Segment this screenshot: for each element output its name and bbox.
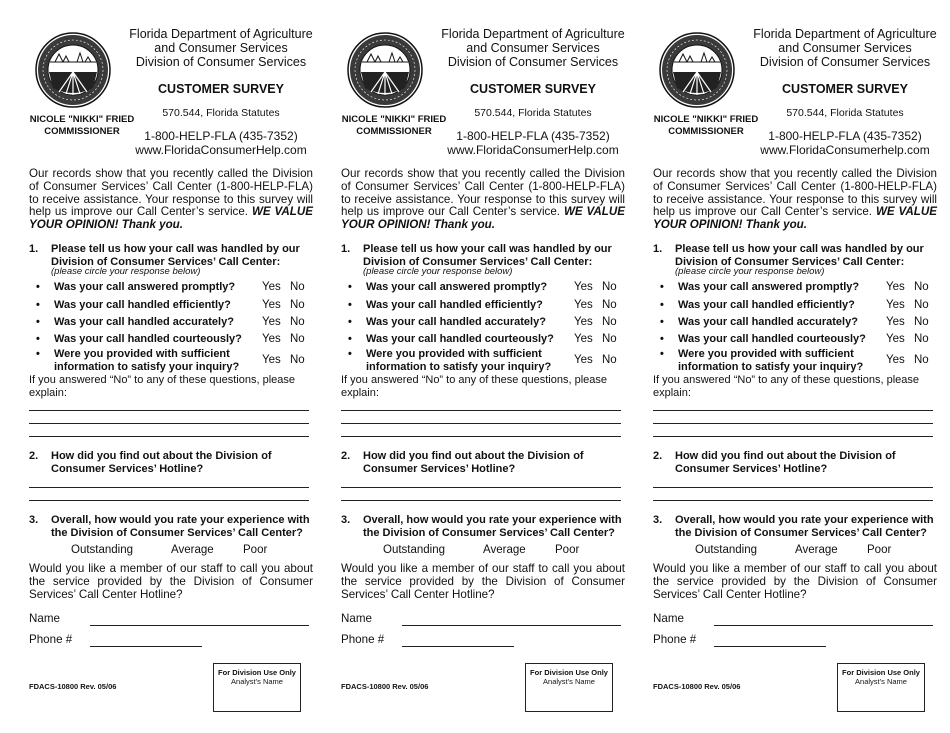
question-2-text: How did you find out about the Division of Consumer Services’ Hotline?: [675, 450, 896, 475]
question-2-number: 2.: [653, 450, 663, 462]
answer-no[interactable]: No: [602, 333, 617, 345]
callback-question: Would you like a member of our staff to call you about the service provided by the Division of Consumer Services’ Call Center Hotline?: [29, 562, 313, 601]
answer-yes[interactable]: Yes: [262, 354, 281, 366]
phone-number: 1-800-HELP-FLA (435-7352): [768, 129, 922, 143]
answer-yes[interactable]: Yes: [574, 333, 593, 345]
explain-line[interactable]: [341, 436, 621, 437]
list-item-question: Was your call handled efficiently?: [366, 299, 543, 311]
name-field[interactable]: [714, 625, 933, 626]
answer-no[interactable]: No: [602, 354, 617, 366]
list-item-question: Were you provided with sufficient information to satisfy your inquiry?: [678, 348, 864, 373]
bullet-dot: •: [36, 348, 40, 360]
bullet-dot: •: [36, 333, 40, 345]
list-item: [653, 348, 937, 376]
list-item-question: Were you provided with sufficient information to satisfy your inquiry?: [54, 348, 240, 373]
division-use-title: For Division Use Only: [530, 668, 608, 677]
list-item-question: Was your call handled accurately?: [366, 316, 546, 328]
commissioner-title: COMMISSIONER: [356, 125, 432, 137]
answer-yes[interactable]: Yes: [574, 354, 593, 366]
rating-outstanding[interactable]: Outstanding: [71, 544, 134, 556]
answer-no[interactable]: No: [914, 281, 929, 293]
intro-text: Our records show that you recently called the Division of Consumer Services’ Call Center (1-800-HELP-FLA) to receive assistance. Your response to this survey will help us improve our Call Center’s service.: [341, 167, 625, 219]
phone-field[interactable]: [90, 646, 202, 647]
phone-label: Phone #: [29, 633, 73, 646]
answer-no[interactable]: No: [914, 333, 929, 345]
list-item-question: Was your call handled courteously?: [54, 333, 242, 345]
answer-yes[interactable]: Yes: [886, 299, 905, 311]
answer-no[interactable]: No: [290, 333, 305, 345]
phone-label: Phone #: [653, 633, 697, 646]
rating-average[interactable]: Average: [795, 544, 838, 556]
list-item: [341, 348, 625, 376]
answer-yes[interactable]: Yes: [574, 299, 593, 311]
survey-title: CUSTOMER SURVEY: [470, 82, 596, 96]
statute-reference: 570.544, Florida Statutes: [474, 107, 592, 119]
name-field[interactable]: [402, 625, 621, 626]
division-use-box: [837, 663, 925, 712]
bullet-dot: •: [660, 348, 664, 360]
agency-line-2: and Consumer Services: [778, 41, 912, 55]
bullet-dot: •: [348, 333, 352, 345]
rating-average[interactable]: Average: [171, 544, 214, 556]
intro-text: Our records show that you recently called the Division of Consumer Services’ Call Center (1-800-HELP-FLA) to receive assistance. Your response to this survey will help us improve our Call Center’s service.: [653, 167, 937, 219]
answer-no[interactable]: No: [914, 354, 929, 366]
list-item-question: Was your call handled accurately?: [54, 316, 234, 328]
phone-number: 1-800-HELP-FLA (435-7352): [456, 129, 610, 143]
website-link: www.FloridaConsumerHelp.com: [447, 142, 619, 157]
explain-prompt: If you answered “No” to any of these questions, please explain:: [29, 374, 295, 399]
answer-line[interactable]: [29, 500, 309, 501]
commissioner-title: COMMISSIONER: [44, 125, 120, 137]
bullet-dot: •: [348, 316, 352, 328]
agency-header: [739, 27, 950, 69]
florida-agriculture-seal-icon: [659, 32, 735, 108]
question-3-text: Overall, how would you rate your experience with the Division of Consumer Services’ Call Center?: [363, 514, 622, 539]
answer-yes[interactable]: Yes: [262, 299, 281, 311]
answer-line[interactable]: [653, 487, 933, 488]
survey-panel: [29, 0, 319, 733]
phone-field[interactable]: [402, 646, 514, 647]
contact-block: [739, 130, 950, 157]
list-item-question: Was your call handled accurately?: [678, 316, 858, 328]
website-link: www.FloridaConsumerHelp.com: [135, 142, 307, 157]
bullet-dot: •: [348, 348, 352, 360]
question-2-text: How did you find out about the Division of Consumer Services’ Hotline?: [51, 450, 272, 475]
florida-agriculture-seal-icon: [35, 32, 111, 108]
name-label: Name: [341, 612, 372, 625]
name-label: Name: [29, 612, 60, 625]
answer-yes[interactable]: Yes: [574, 281, 593, 293]
division-use-title: For Division Use Only: [842, 668, 920, 677]
bullet-dot: •: [348, 281, 352, 293]
question-3-number: 3.: [341, 514, 351, 526]
explain-line[interactable]: [341, 410, 621, 411]
answer-no[interactable]: No: [602, 281, 617, 293]
rating-poor[interactable]: Poor: [867, 544, 892, 556]
contact-block: [427, 130, 639, 157]
answer-no[interactable]: No: [290, 316, 305, 328]
explain-line[interactable]: [653, 410, 933, 411]
name-label: Name: [653, 612, 684, 625]
survey-title: CUSTOMER SURVEY: [158, 82, 284, 96]
answer-yes[interactable]: Yes: [886, 354, 905, 366]
agency-line-3: Division of Consumer Services: [447, 55, 619, 69]
explain-line[interactable]: [341, 423, 621, 424]
agency-line-1: Florida Department of Agriculture: [753, 27, 937, 41]
list-item-question: Was your call handled courteously?: [366, 333, 554, 345]
intro-paragraph: [341, 168, 625, 232]
rating-outstanding[interactable]: Outstanding: [383, 544, 446, 556]
intro-emphasis: WE VALUE YOUR OPINION! Thank you.: [29, 205, 313, 232]
commissioner-title: COMMISSIONER: [668, 125, 744, 137]
answer-no[interactable]: No: [290, 281, 305, 293]
rating-outstanding[interactable]: Outstanding: [695, 544, 758, 556]
question-1-number: 1.: [653, 243, 663, 255]
agency-header: [427, 27, 639, 69]
question-3-text: Overall, how would you rate your experience with the Division of Consumer Services’ Call Center?: [675, 514, 934, 539]
explain-line[interactable]: [29, 436, 309, 437]
intro-text: Our records show that you recently called the Division of Consumer Services’ Call Center (1-800-HELP-FLA) to receive assistance. Your response to this survey will help us improve our Call Center’s service.: [29, 167, 313, 219]
phone-label: Phone #: [341, 633, 385, 646]
question-1-number: 1.: [341, 243, 351, 255]
bullet-dot: •: [36, 281, 40, 293]
question-1-text: Please tell us how your call was handled by our Division of Consumer Services’ Call Center:: [363, 243, 612, 268]
explain-line[interactable]: [29, 410, 309, 411]
answer-yes[interactable]: Yes: [886, 316, 905, 328]
form-number: FDACS-10800 Rev. 05/06: [29, 682, 117, 691]
answer-no[interactable]: No: [914, 299, 929, 311]
rating-average[interactable]: Average: [483, 544, 526, 556]
division-use-title: For Division Use Only: [218, 668, 296, 677]
answer-yes[interactable]: Yes: [886, 281, 905, 293]
phone-field[interactable]: [714, 646, 826, 647]
survey-panel: [653, 0, 943, 733]
list-item-question: Was your call handled efficiently?: [678, 299, 855, 311]
question-1-instruction: (please circle your response below): [51, 266, 201, 277]
question-3-text: Overall, how would you rate your experience with the Division of Consumer Services’ Call Center?: [51, 514, 310, 539]
agency-line-1: Florida Department of Agriculture: [441, 27, 625, 41]
answer-line[interactable]: [29, 487, 309, 488]
intro-emphasis: WE VALUE YOUR OPINION! Thank you.: [341, 205, 625, 232]
intro-paragraph: [29, 168, 313, 232]
agency-line-2: and Consumer Services: [154, 41, 288, 55]
question-1-text: Please tell us how your call was handled by our Division of Consumer Services’ Call Center:: [675, 243, 924, 268]
bullet-dot: •: [36, 299, 40, 311]
question-2-number: 2.: [341, 450, 351, 462]
list-item-question: Was your call answered promptly?: [54, 281, 236, 293]
bullet-dot: •: [660, 281, 664, 293]
explain-prompt: If you answered “No” to any of these questions, please explain:: [341, 374, 607, 399]
statute-reference: 570.544, Florida Statutes: [786, 107, 904, 119]
survey-panel: [341, 0, 631, 733]
answer-yes[interactable]: Yes: [262, 281, 281, 293]
answer-no[interactable]: No: [914, 316, 929, 328]
list-item-question: Was your call handled efficiently?: [54, 299, 231, 311]
answer-no[interactable]: No: [602, 316, 617, 328]
question-1-text: Please tell us how your call was handled by our Division of Consumer Services’ Call Center:: [51, 243, 300, 268]
agency-line-2: and Consumer Services: [466, 41, 600, 55]
florida-agriculture-seal-icon: [347, 32, 423, 108]
intro-paragraph: [653, 168, 937, 232]
division-use-box: [213, 663, 301, 712]
commissioner-name: NICOLE "NIKKI" FRIED: [29, 114, 135, 125]
analyst-name-label: Analyst’s Name: [231, 677, 283, 686]
commissioner-name: NICOLE "NIKKI" FRIED: [653, 114, 759, 125]
survey-title: CUSTOMER SURVEY: [782, 82, 908, 96]
callback-question: Would you like a member of our staff to call you about the service provided by the Division of Consumer Services’ Call Center Hotline?: [653, 562, 937, 601]
list-item: [29, 348, 313, 376]
question-1-instruction: (please circle your response below): [363, 266, 513, 277]
answer-no[interactable]: No: [290, 354, 305, 366]
agency-line-3: Division of Consumer Services: [135, 55, 307, 69]
answer-line[interactable]: [653, 500, 933, 501]
form-number: FDACS-10800 Rev. 05/06: [653, 682, 741, 691]
analyst-name-label: Analyst’s Name: [543, 677, 595, 686]
answer-yes[interactable]: Yes: [886, 333, 905, 345]
callback-question: Would you like a member of our staff to call you about the service provided by the Division of Consumer Services’ Call Center Hotline?: [341, 562, 625, 601]
bullet-dot: •: [660, 316, 664, 328]
question-3-number: 3.: [29, 514, 39, 526]
agency-line-3: Division of Consumer Services: [759, 55, 931, 69]
division-use-box: [525, 663, 613, 712]
question-1-instruction: (please circle your response below): [675, 266, 825, 277]
agency-line-1: Florida Department of Agriculture: [129, 27, 313, 41]
explain-line[interactable]: [653, 436, 933, 437]
statute-reference: 570.544, Florida Statutes: [162, 107, 280, 119]
explain-prompt: If you answered “No” to any of these questions, please explain:: [653, 374, 919, 399]
rating-poor[interactable]: Poor: [555, 544, 580, 556]
explain-line[interactable]: [29, 423, 309, 424]
answer-yes[interactable]: Yes: [262, 333, 281, 345]
bullet-dot: •: [660, 299, 664, 311]
answer-line[interactable]: [341, 500, 621, 501]
contact-block: [115, 130, 327, 157]
answer-no[interactable]: No: [602, 299, 617, 311]
bullet-dot: •: [36, 316, 40, 328]
question-3-number: 3.: [653, 514, 663, 526]
commissioner-name: NICOLE "NIKKI" FRIED: [341, 114, 447, 125]
question-2-number: 2.: [29, 450, 39, 462]
answer-line[interactable]: [341, 487, 621, 488]
rating-poor[interactable]: Poor: [243, 544, 268, 556]
website-link: www.FloridaConsumerhelp.com: [760, 142, 930, 157]
list-item-question: Was your call handled courteously?: [678, 333, 866, 345]
list-item-question: Were you provided with sufficient information to satisfy your inquiry?: [366, 348, 552, 373]
agency-header: [115, 27, 327, 69]
list-item-question: Was your call answered promptly?: [678, 281, 860, 293]
answer-yes[interactable]: Yes: [574, 316, 593, 328]
answer-yes[interactable]: Yes: [262, 316, 281, 328]
intro-emphasis: WE VALUE YOUR OPINION! Thank you.: [653, 205, 937, 232]
list-item-question: Was your call answered promptly?: [366, 281, 548, 293]
answer-no[interactable]: No: [290, 299, 305, 311]
explain-line[interactable]: [653, 423, 933, 424]
bullet-dot: •: [660, 333, 664, 345]
form-number: FDACS-10800 Rev. 05/06: [341, 682, 429, 691]
name-field[interactable]: [90, 625, 309, 626]
bullet-dot: •: [348, 299, 352, 311]
question-1-number: 1.: [29, 243, 39, 255]
question-2-text: How did you find out about the Division of Consumer Services’ Hotline?: [363, 450, 584, 475]
analyst-name-label: Analyst’s Name: [855, 677, 907, 686]
phone-number: 1-800-HELP-FLA (435-7352): [144, 129, 298, 143]
